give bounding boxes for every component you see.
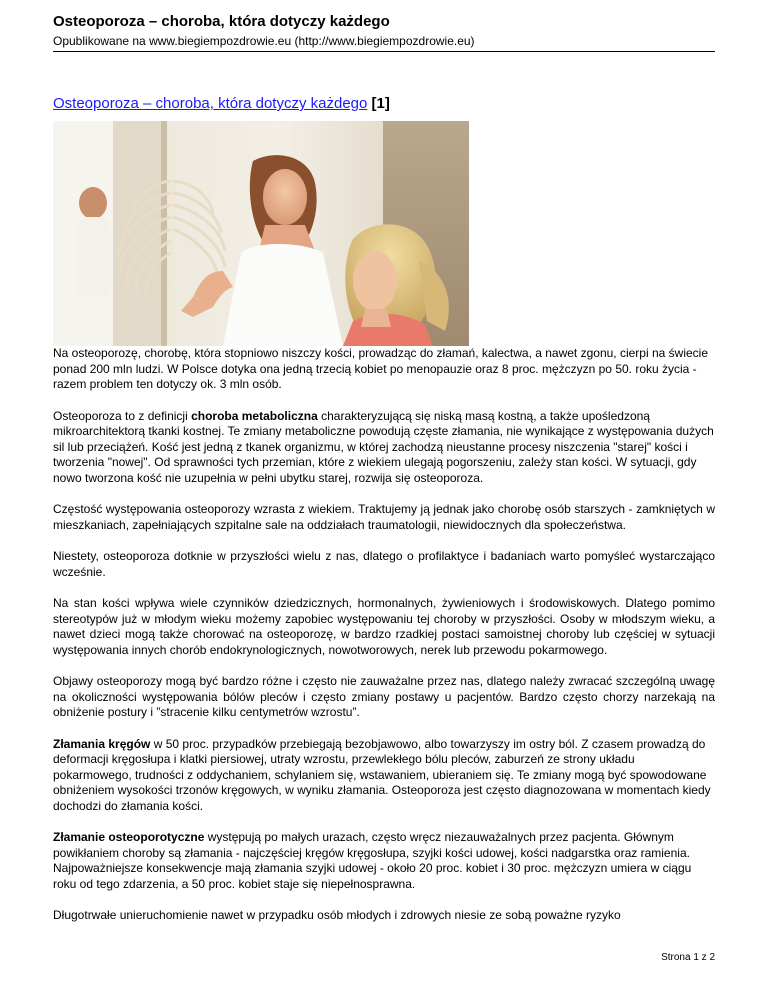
article-title-link[interactable]: Osteoporoza – choroba, która dotyczy każdego [53,95,368,112]
header-published: Opublikowane na www.biegiempozdrowie.eu (http://www.biegiempozdrowie.eu) [53,34,475,48]
article-paragraph [53,674,715,721]
article-body [53,346,715,940]
header-divider [53,51,715,52]
paragraph-text: występują po małych urazach, często wręcz niezauważalnych przez pacjenta. Głównym powikłaniem choroby są złamania - najczęściej kręgów kręgosłupa, szyjki kości udowej, kości nadgarstka oraz ramienia. Najpoważniejsze konsekwencje mają złamania szyjki udowej - około 20 proc. kobiet i 30 proc. mężczyzn umiera w ciągu roku od tego zdarzenia, a 50 proc. kobiet staje się niepełnosprawna. [53,830,692,891]
paragraph-text: Niestety, osteoporoza dotknie w przyszłości wielu z nas, dlatego o profilaktyce i badaniach warto pomyśleć wystarczająco wcześnie. [53,549,715,579]
page-number: Strona 1 z 2 [661,952,715,963]
paragraph-text: Na stan kości wpływa wiele czynników dziedzicznych, hormonalnych, żywieniowych i środowiskowych. Dlatego pomimo stereotypów już w młodym wieku możemy zapobiec występowaniu tej choroby w przyszłości. Osoby w młodszym wieku, a nawet dzieci mogą także chorować na osteoporozę, w bardzo rzadkiej postaci samoistnej choroby lub częściej w sytuacji występowania innych chorób endokrynologicznych, nowotworowych, nerek lub przewodu pokarmowego. [53,596,715,657]
paragraph-text: Długotrwałe unieruchomienie nawet w przypadku osób młodych i zdrowych niesie ze sobą poważne ryzyko [53,908,621,922]
article-paragraph [53,346,715,393]
article-paragraph [53,502,715,533]
paragraph-text: Częstość występowania osteoporozy wzrasta z wiekiem. Traktujemy ją jednak jako chorobę osób starszych - zamkniętych w mieszkaniach, zapełniających szpitalne sale na oddziałach traumatologii, niewidocznych dla społeczeństwa. [53,502,715,532]
paragraph-text: w 50 proc. przypadków przebiegają bezobjawowo, albo towarzyszy im ostry ból. Z czasem prowadzą do deformacji kręgosłupa i klatki piersiowej, utraty wzrostu, przewlekłego bólu pleców, zaburzeń ze strony układu pokarmowego, trudności z oddychaniem, schylaniem się, wstawaniem, ubieraniem się. Te zmiany mogą być spowodowane obniżeniem wysokości trzonów kręgowych, w wyniku złamania. Osteoporoza jest często diagnozowana w momentach kiedy dochodzi do złamania kości. [53,736,711,813]
reference-marker: [1] [371,95,390,112]
article-paragraph [53,409,715,487]
article-title [53,95,390,112]
article-photo [53,121,469,346]
paragraph-text: Objawy osteoporozy mogą być bardzo różne i często nie zauważalne przez nas, dlatego należy zwracać szczególną uwagę na okoliczności występowania bólów pleców i często zmiany postawy u pacjentów. Bardzo często chorzy narzekają na obniżenie postury i ”stracenie kilku centymetrów wzrostu”. [53,674,715,719]
article-paragraph [53,596,715,658]
article-paragraph [53,737,715,815]
photo-therapist-with-spine-model-icon [53,121,469,346]
paragraph-text: Na osteoporozę, chorobę, która stopniowo niszczy kości, prowadząc do złamań, kalectwa, a nawet zgonu, cierpi na świecie ponad 200 mln ludzi. W Polsce dotyka ona jedną trzecią kobiet po menopauzie oraz 8 proc. mężczyzn po 50. roku życia - razem problem ten dotyczy ok. 3 mln osób. [53,346,709,391]
paragraph-text: Osteoporoza to z definicji [53,408,192,423]
bold-term: Złamania kręgów [53,736,151,751]
bold-term: choroba metaboliczna [191,408,318,423]
article-paragraph [53,830,715,892]
bold-term: Złamanie osteoporotyczne [53,830,205,844]
header-title: Osteoporoza – choroba, która dotyczy każdego [53,13,390,30]
paragraph-text: charakteryzującą się niską masą kostną, a także upośledzoną mikroarchitektorą tkanki kostnej. Te zmiany metaboliczne powodują częste złamania, nie wynikające z występowania dużych sil lub przeciążeń. Kość jest jedną z tkanek organizmu, w której zachodzą nieustanne procesy niszczenia "starej" kości i tworzenia "nowej". Od sprawności tych przemian, które z wiekiem ulegają pogorszeniu, zależy stan kości. W sytuacji, gdy nowo tworzona kość nie uzupełnia w pełni ubytku starej, rozwija się osteoporoza. [53,408,714,485]
article-paragraph [53,549,715,580]
article-paragraph [53,908,715,924]
